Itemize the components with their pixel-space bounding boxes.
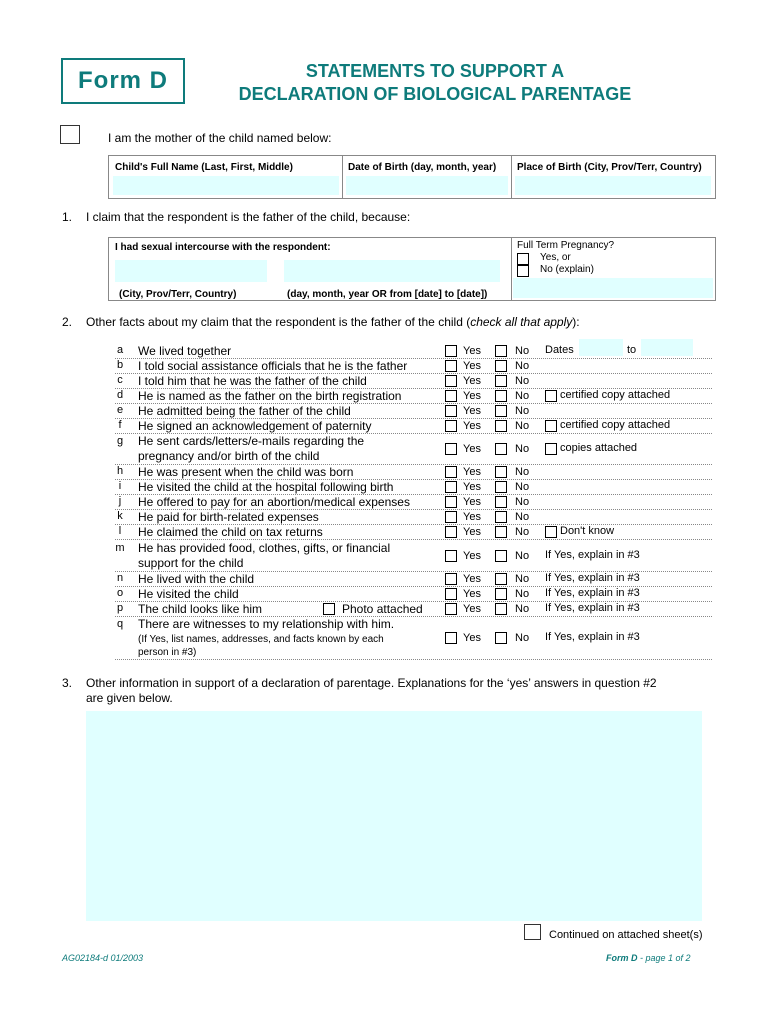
item-letter: c <box>117 374 123 386</box>
item-text: He has provided food, clothes, gifts, or financial <box>138 541 391 555</box>
no-label: No <box>515 420 530 432</box>
list-item <box>115 464 712 480</box>
no-label: No <box>515 405 530 417</box>
copies-attached-checkbox[interactable] <box>545 443 557 455</box>
item-text: He paid for birth-related expenses <box>138 510 319 524</box>
item-letter: j <box>118 495 122 507</box>
continued-label: Continued on attached sheet(s) <box>549 929 703 941</box>
pregnancy-no-label: No (explain) <box>540 264 594 275</box>
form-code: AG02184-d 01/2003 <box>62 953 144 963</box>
item-text: He sent cards/letters/e-mails regarding the <box>138 434 365 448</box>
no-checkbox[interactable] <box>495 390 507 402</box>
certified-copy-checkbox[interactable] <box>545 420 557 432</box>
child-info-table <box>108 155 716 199</box>
explain-note: If Yes, explain in #3 <box>545 587 640 599</box>
pregnancy-label: Full Term Pregnancy? <box>517 240 615 251</box>
q3-number: 3. <box>62 676 73 690</box>
item-text-continued: (If Yes, list names, addresses, and facts known by each <box>138 634 384 645</box>
item-text: I told social assistance officials that he is the father <box>138 359 408 373</box>
item-letter: l <box>118 525 122 537</box>
yes-label: Yes <box>463 481 481 493</box>
list-item <box>115 586 712 602</box>
yes-label: Yes <box>463 603 481 615</box>
q2-text-italic: check all that apply <box>470 315 573 329</box>
item-letter: b <box>116 359 124 371</box>
no-checkbox[interactable] <box>495 632 507 644</box>
certified-copy-label: certified copy attached <box>560 389 671 401</box>
item-letter: h <box>116 465 124 477</box>
yes-checkbox[interactable] <box>445 496 457 508</box>
form-label: Form D <box>61 58 185 104</box>
item-text-continued: pregnancy and/or birth of the child <box>138 449 320 463</box>
no-checkbox[interactable] <box>495 360 507 372</box>
list-item <box>115 388 712 404</box>
item-text: The child looks like him <box>138 602 263 616</box>
no-checkbox[interactable] <box>495 345 507 357</box>
yes-checkbox[interactable] <box>445 375 457 387</box>
item-letter: g <box>116 435 124 447</box>
list-item <box>115 403 712 419</box>
mother-checkbox[interactable] <box>60 125 80 144</box>
item-letter: f <box>118 419 122 431</box>
pob-input[interactable] <box>515 176 711 195</box>
yes-checkbox[interactable] <box>445 360 457 372</box>
yes-checkbox[interactable] <box>445 511 457 523</box>
photo-attached-label: Photo attached <box>342 602 423 616</box>
item-letter: o <box>116 587 124 599</box>
q2-text <box>86 315 580 329</box>
page-form-label: Form D <box>606 953 638 963</box>
yes-label: Yes <box>463 345 481 357</box>
pregnancy-no-checkbox[interactable] <box>517 265 529 277</box>
yes-label: Yes <box>463 632 481 644</box>
item-text: He was present when the child was born <box>138 465 354 479</box>
mother-statement: I am the mother of the child named below: <box>108 131 332 145</box>
yes-checkbox[interactable] <box>445 443 457 455</box>
date-input[interactable] <box>284 260 500 282</box>
yes-label: Yes <box>463 573 481 585</box>
no-label: No <box>515 466 530 478</box>
pregnancy-yes-checkbox[interactable] <box>517 253 529 265</box>
q2-text-post: ): <box>572 315 580 329</box>
no-label: No <box>515 550 530 562</box>
item-text: He admitted being the father of the child <box>138 404 351 418</box>
page-count: - page 1 of 2 <box>637 953 691 963</box>
list-item <box>115 479 712 495</box>
list-item <box>115 373 712 389</box>
divider <box>511 156 512 198</box>
pregnancy-explain-input[interactable] <box>513 278 713 298</box>
item-text-continued: person in #3) <box>138 647 197 658</box>
item-text: He lived with the child <box>138 572 255 586</box>
no-label: No <box>515 603 530 615</box>
item-letter: e <box>116 404 124 416</box>
dates-label: Dates <box>545 344 574 356</box>
yes-checkbox[interactable] <box>445 632 457 644</box>
yes-label: Yes <box>463 390 481 402</box>
yes-label: Yes <box>463 588 481 600</box>
pregnancy-yes-label: Yes, or <box>540 252 571 263</box>
no-label: No <box>515 632 530 644</box>
no-label: No <box>515 573 530 585</box>
q2-number: 2. <box>62 315 73 329</box>
no-checkbox[interactable] <box>495 511 507 523</box>
no-checkbox[interactable] <box>495 375 507 387</box>
no-checkbox[interactable] <box>495 526 507 538</box>
item-letter: m <box>115 542 125 554</box>
yes-label: Yes <box>463 466 481 478</box>
item-letter: i <box>118 480 122 492</box>
item-text: There are witnesses to my relationship with him. <box>138 617 395 631</box>
yes-label: Yes <box>463 496 481 508</box>
dont-know-checkbox[interactable] <box>545 526 557 538</box>
item-letter: n <box>116 572 124 584</box>
item-text: He offered to pay for an abortion/medical expenses <box>138 495 410 509</box>
certified-copy-label: certified copy attached <box>560 419 671 431</box>
yes-checkbox[interactable] <box>445 405 457 417</box>
intercourse-table <box>108 237 716 301</box>
list-item <box>115 433 712 465</box>
dates-to-input[interactable] <box>641 339 693 356</box>
yes-checkbox[interactable] <box>445 420 457 432</box>
yes-checkbox[interactable] <box>445 466 457 478</box>
explain-note: If Yes, explain in #3 <box>545 602 640 614</box>
yes-label: Yes <box>463 360 481 372</box>
item-text: He claimed the child on tax returns <box>138 525 323 539</box>
list-item <box>115 343 712 359</box>
date-caption: (day, month, year OR from [date] to [date]) <box>287 289 488 300</box>
list-item <box>115 616 712 660</box>
no-label: No <box>515 511 530 523</box>
title-line-1: STATEMENTS TO SUPPORT A <box>305 61 565 81</box>
no-label: No <box>515 375 530 387</box>
yes-label: Yes <box>463 375 481 387</box>
pob-header: Place of Birth (City, Prov/Terr, Country) <box>517 162 702 173</box>
q3-text-continued: are given below. <box>86 691 173 705</box>
dob-input[interactable] <box>346 176 508 195</box>
child-name-header: Child's Full Name (Last, First, Middle) <box>115 162 293 173</box>
explain-note: If Yes, explain in #3 <box>545 572 640 584</box>
explain-note: If Yes, explain in #3 <box>545 631 640 643</box>
no-label: No <box>515 588 530 600</box>
no-checkbox[interactable] <box>495 588 507 600</box>
dont-know-label: Don't know <box>560 525 615 537</box>
item-text: He signed an acknowledgement of paternity <box>138 419 372 433</box>
no-checkbox[interactable] <box>495 603 507 615</box>
yes-checkbox[interactable] <box>445 603 457 615</box>
no-checkbox[interactable] <box>495 443 507 455</box>
yes-label: Yes <box>463 511 481 523</box>
yes-checkbox[interactable] <box>445 573 457 585</box>
no-checkbox[interactable] <box>495 573 507 585</box>
to-label: to <box>627 344 637 356</box>
item-letter: p <box>116 602 124 614</box>
yes-label: Yes <box>463 420 481 432</box>
divider <box>342 156 343 198</box>
q1-number: 1. <box>62 210 73 224</box>
item-letter: q <box>116 618 124 630</box>
list-item <box>115 571 712 587</box>
no-checkbox[interactable] <box>495 550 507 562</box>
no-checkbox[interactable] <box>495 466 507 478</box>
yes-checkbox[interactable] <box>445 390 457 402</box>
no-label: No <box>515 360 530 372</box>
page-title <box>200 60 670 106</box>
yes-checkbox[interactable] <box>445 526 457 538</box>
child-name-input[interactable] <box>113 176 339 195</box>
no-label: No <box>515 481 530 493</box>
list-item <box>115 601 712 617</box>
explain-note: If Yes, explain in #3 <box>545 549 640 561</box>
no-checkbox[interactable] <box>495 481 507 493</box>
item-letter: k <box>117 510 123 522</box>
item-text-continued: support for the child <box>138 556 244 570</box>
intercourse-label: I had sexual intercourse with the respondent: <box>115 242 331 253</box>
no-label: No <box>515 443 530 455</box>
no-checkbox[interactable] <box>495 496 507 508</box>
page-number <box>606 953 691 963</box>
place-input[interactable] <box>115 260 267 282</box>
item-letter: a <box>116 344 124 356</box>
continued-checkbox[interactable] <box>524 924 541 940</box>
yes-checkbox[interactable] <box>445 345 457 357</box>
explanation-textarea[interactable] <box>86 711 702 921</box>
q2-text-pre: Other facts about my claim that the respondent is the father of the child ( <box>86 315 471 329</box>
no-label: No <box>515 345 530 357</box>
certified-copy-checkbox[interactable] <box>545 390 557 402</box>
list-item <box>115 540 712 572</box>
list-item <box>115 358 712 374</box>
photo-attached-checkbox[interactable] <box>323 603 335 615</box>
list-item <box>115 524 712 540</box>
place-caption: (City, Prov/Terr, Country) <box>119 289 237 300</box>
item-text: He visited the child <box>138 587 239 601</box>
list-item <box>115 418 712 434</box>
no-checkbox[interactable] <box>495 405 507 417</box>
yes-checkbox[interactable] <box>445 550 457 562</box>
dates-from-input[interactable] <box>579 339 623 356</box>
divider <box>511 238 512 300</box>
no-label: No <box>515 526 530 538</box>
no-label: No <box>515 496 530 508</box>
item-letter: d <box>116 389 124 401</box>
item-text: We lived together <box>138 344 232 358</box>
yes-label: Yes <box>463 550 481 562</box>
yes-checkbox[interactable] <box>445 588 457 600</box>
q3-text: Other information in support of a declaration of parentage. Explanations for the ‘yes’ answers in question #2 <box>86 676 657 690</box>
q1-text: I claim that the respondent is the father of the child, because: <box>86 210 411 224</box>
list-item <box>115 494 712 510</box>
title-line-2: DECLARATION OF BIOLOGICAL PARENTAGE <box>238 84 632 104</box>
yes-label: Yes <box>463 405 481 417</box>
yes-label: Yes <box>463 526 481 538</box>
no-checkbox[interactable] <box>495 420 507 432</box>
yes-checkbox[interactable] <box>445 481 457 493</box>
no-label: No <box>515 390 530 402</box>
item-text: He visited the child at the hospital following birth <box>138 480 394 494</box>
yes-label: Yes <box>463 443 481 455</box>
dob-header: Date of Birth (day, month, year) <box>348 162 497 173</box>
copies-attached-label: copies attached <box>560 442 638 454</box>
item-text: He is named as the father on the birth registration <box>138 389 402 403</box>
item-text: I told him that he was the father of the child <box>138 374 367 388</box>
list-item <box>115 509 712 525</box>
